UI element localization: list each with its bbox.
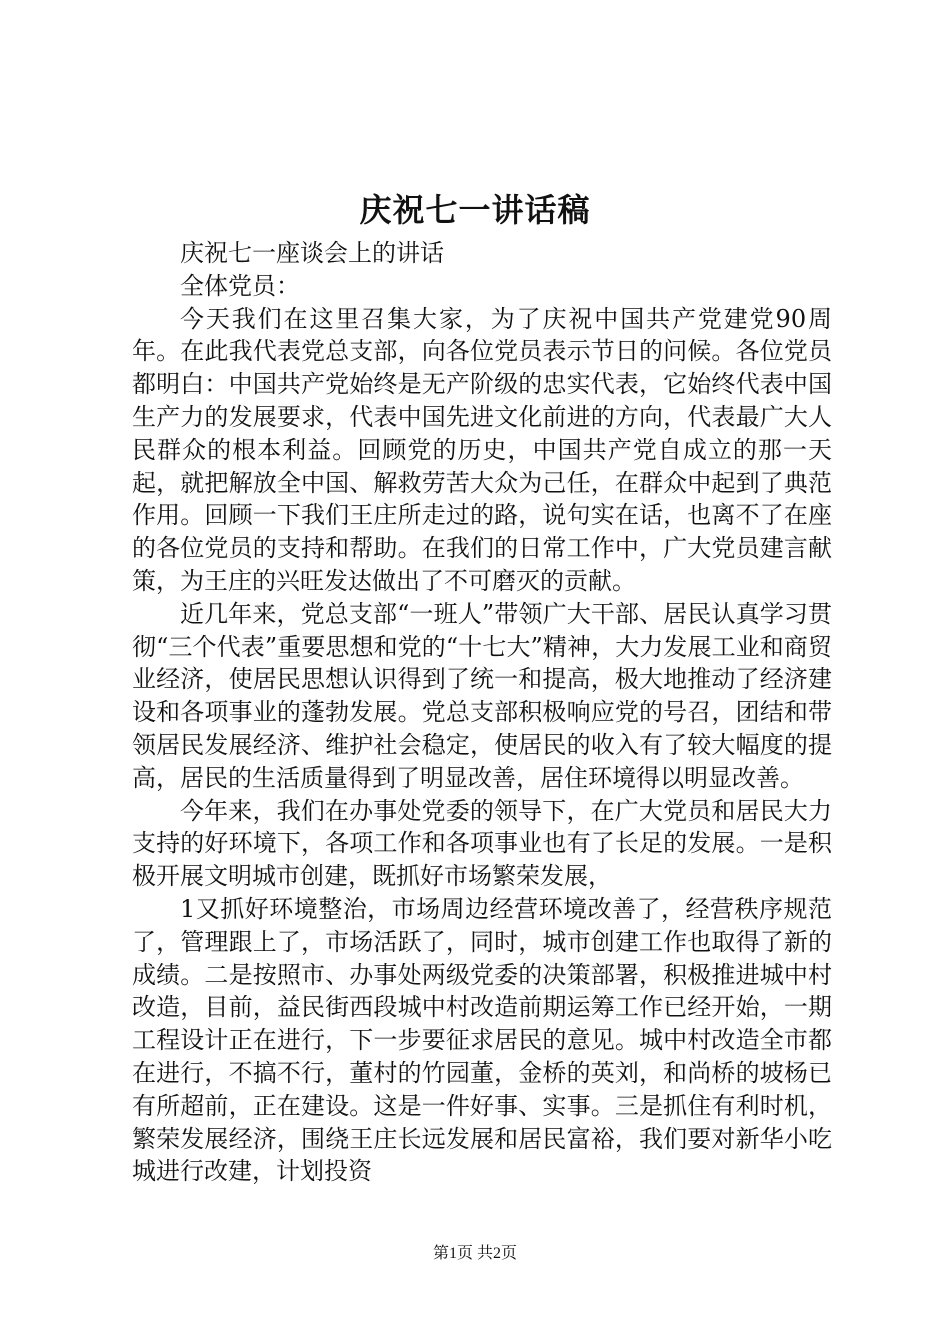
paragraph: 近几年来，党总支部“一班人”带领广大干部、居民认真学习贯彻“三个代表”重要思想和党的“十七大”精神，大力发展工业和商贸业经济，使居民思想认识得到了统一和提高，极大地推动了经济建设和各项事业的蓬勃发展。党总支部积极响应党的号召，团结和带领居民发展经济、维护社会稳定，使居民的收入有了较大幅度的提高，居民的生活质量得到了明显改善，居住环境得以明显改善。 xyxy=(132,599,832,792)
document-body xyxy=(132,237,832,1188)
paragraph: 1又抓好环境整治，市场周边经营环境改善了，经营秩序规范了，管理跟上了，市场活跃了，同时，城市创建工作也取得了新的成绩。二是按照市、办事处两级党委的决策部署，积极推进城中村改造，目前，益民街西段城中村改造前期运筹工作已经开始，一期工程设计正在进行，下一步要征求居民的意见。城中村改造全市都在进行，不搞不行，董村的竹园董，金桥的英刘，和尚桥的坡杨已有所超前，正在建设。这是一件好事、实事。三是抓住有利时机，繁荣发展经济，围绕王庄长远发展和居民富裕，我们要对新华小吃城进行改建，计划投资 xyxy=(132,894,832,1186)
paragraph: 今年来，我们在办事处党委的领导下，在广大党员和居民大力支持的好环境下，各项工作和各项事业也有了长足的发展。一是积极开展文明城市创建，既抓好市场繁荣发展， xyxy=(132,796,832,891)
page-number-footer: 第1页 共2页 xyxy=(432,1245,517,1262)
paragraph: 今天我们在这里召集大家，为了庆祝中国共产党建党90周年。在此我代表党总支部，向各位党员表示节日的问候。各位党员都明白：中国共产党始终是无产阶级的忠实代表，它始终代表中国生产力的发展要求，代表中国先进文化前进的方向，代表最广大人民群众的根本利益。回顾党的历史，中国共产党自成立的那一天起，就把解放全中国、解救劳苦大众为己任，在群众中起到了典范作用。回顾一下我们王庄所走过的路，说句实在话，也离不了在座的各位党员的支持和帮助。在我们的日常工作中，广大党员建言献策，为王庄的兴旺发达做出了不可磨灭的贡献。 xyxy=(132,304,832,595)
salutation: 全体党员： xyxy=(180,271,300,300)
speech-subtitle: 庆祝七一座谈会上的讲话 xyxy=(180,239,444,267)
document-title: 庆祝七一讲话稿 xyxy=(359,191,591,229)
